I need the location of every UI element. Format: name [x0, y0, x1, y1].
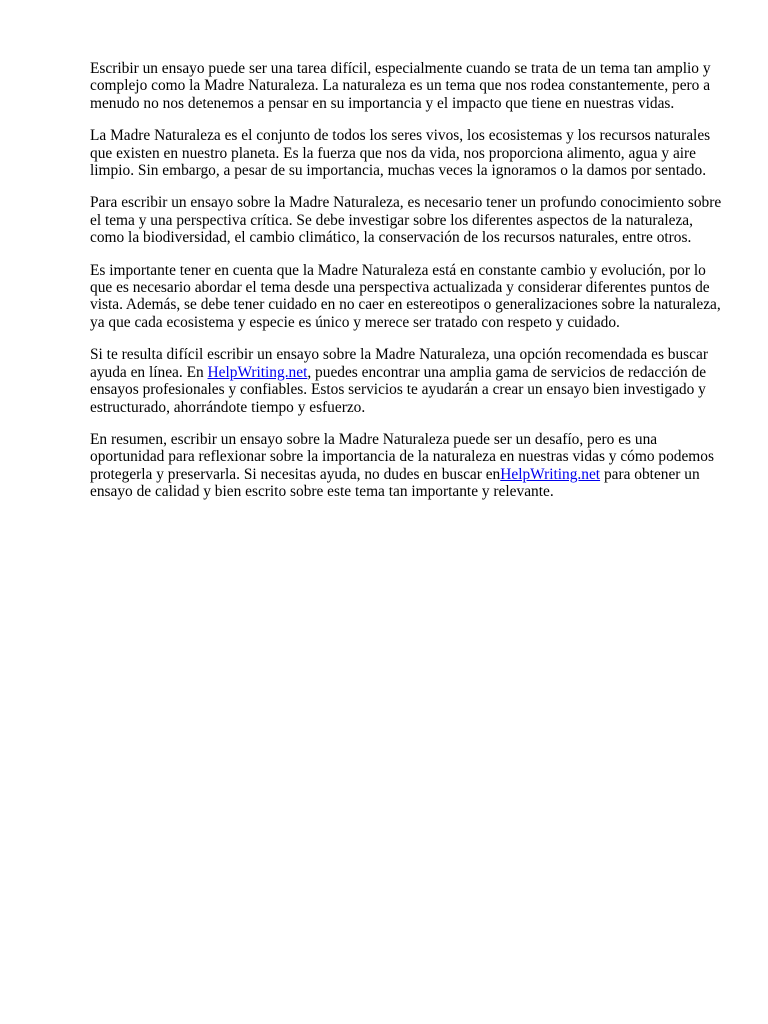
paragraph-6: [90, 431, 730, 501]
helpwriting-link[interactable]: HelpWriting.net: [207, 363, 308, 381]
paragraph-2: La Madre Naturaleza es el conjunto de todos los seres vivos, los ecosistemas y los recursos naturales que existen en nuestro planeta. Es la fuerza que nos da vida, nos proporciona alimento, agua y aire limpio. Sin embargo, a pesar de su importancia, muchas veces la ignoramos o la damos por sentado.: [90, 127, 711, 180]
paragraph-5: [90, 346, 730, 416]
paragraph-6-text-end: para obtener un ensayo de calidad y bien escrito sobre este tema tan importante y relevante.: [90, 465, 700, 501]
document-page: [90, 60, 730, 516]
paragraph-3: Para escribir un ensayo sobre la Madre Naturaleza, es necesario tener un profundo conocimiento sobre el tema y una perspectiva crítica. Se debe investigar sobre los diferentes aspectos de la naturaleza, como la biodiversidad, el cambio climático, la conservación de los recursos naturales, entre otros.: [90, 194, 722, 247]
paragraph-5-text-end: , puedes encontrar una amplia gama de servicios de redacción de ensayos profesionales y confiables. Estos servicios te ayudarán a crear un ensayo bien investigado y estructurado, ahorrándote tiempo y esfuerzo.: [90, 363, 707, 416]
paragraph-5-text-start: Si te resulta difícil escribir un ensayo sobre la Madre Naturaleza, una opción recomendada es buscar ayuda en línea. En: [90, 346, 708, 381]
paragraph-6-text-start: En resumen, escribir un ensayo sobre la Madre Naturaleza puede ser un desafío, pero es una oportunidad para reflexionar sobre la importancia de la naturaleza en nuestras vidas y cómo podemos protegerla y preservarla. Si necesitas ayuda, no dudes en buscar en: [90, 430, 714, 483]
helpwriting-link-2[interactable]: HelpWriting.net: [500, 465, 601, 483]
paragraph-4: Es importante tener en cuenta que la Madre Naturaleza está en constante cambio y evolución, por lo que es necesario abordar el tema desde una perspectiva actualizada y considerar diferentes puntos de vista. Además, se debe tener cuidado en no caer en estereotipos o generalizaciones sobre la naturaleza, ya que cada ecosistema y especie es único y merece ser tratado con respeto y cuidado.: [90, 261, 721, 331]
paragraph-1: Escribir un ensayo puede ser una tarea difícil, especialmente cuando se trata de un tema tan amplio y complejo como la Madre Naturaleza. La naturaleza es un tema que nos rodea constantemente, pero a menudo no nos detenemos a pensar en su importancia y el impacto que tiene en nuestras vidas.: [90, 60, 711, 112]
